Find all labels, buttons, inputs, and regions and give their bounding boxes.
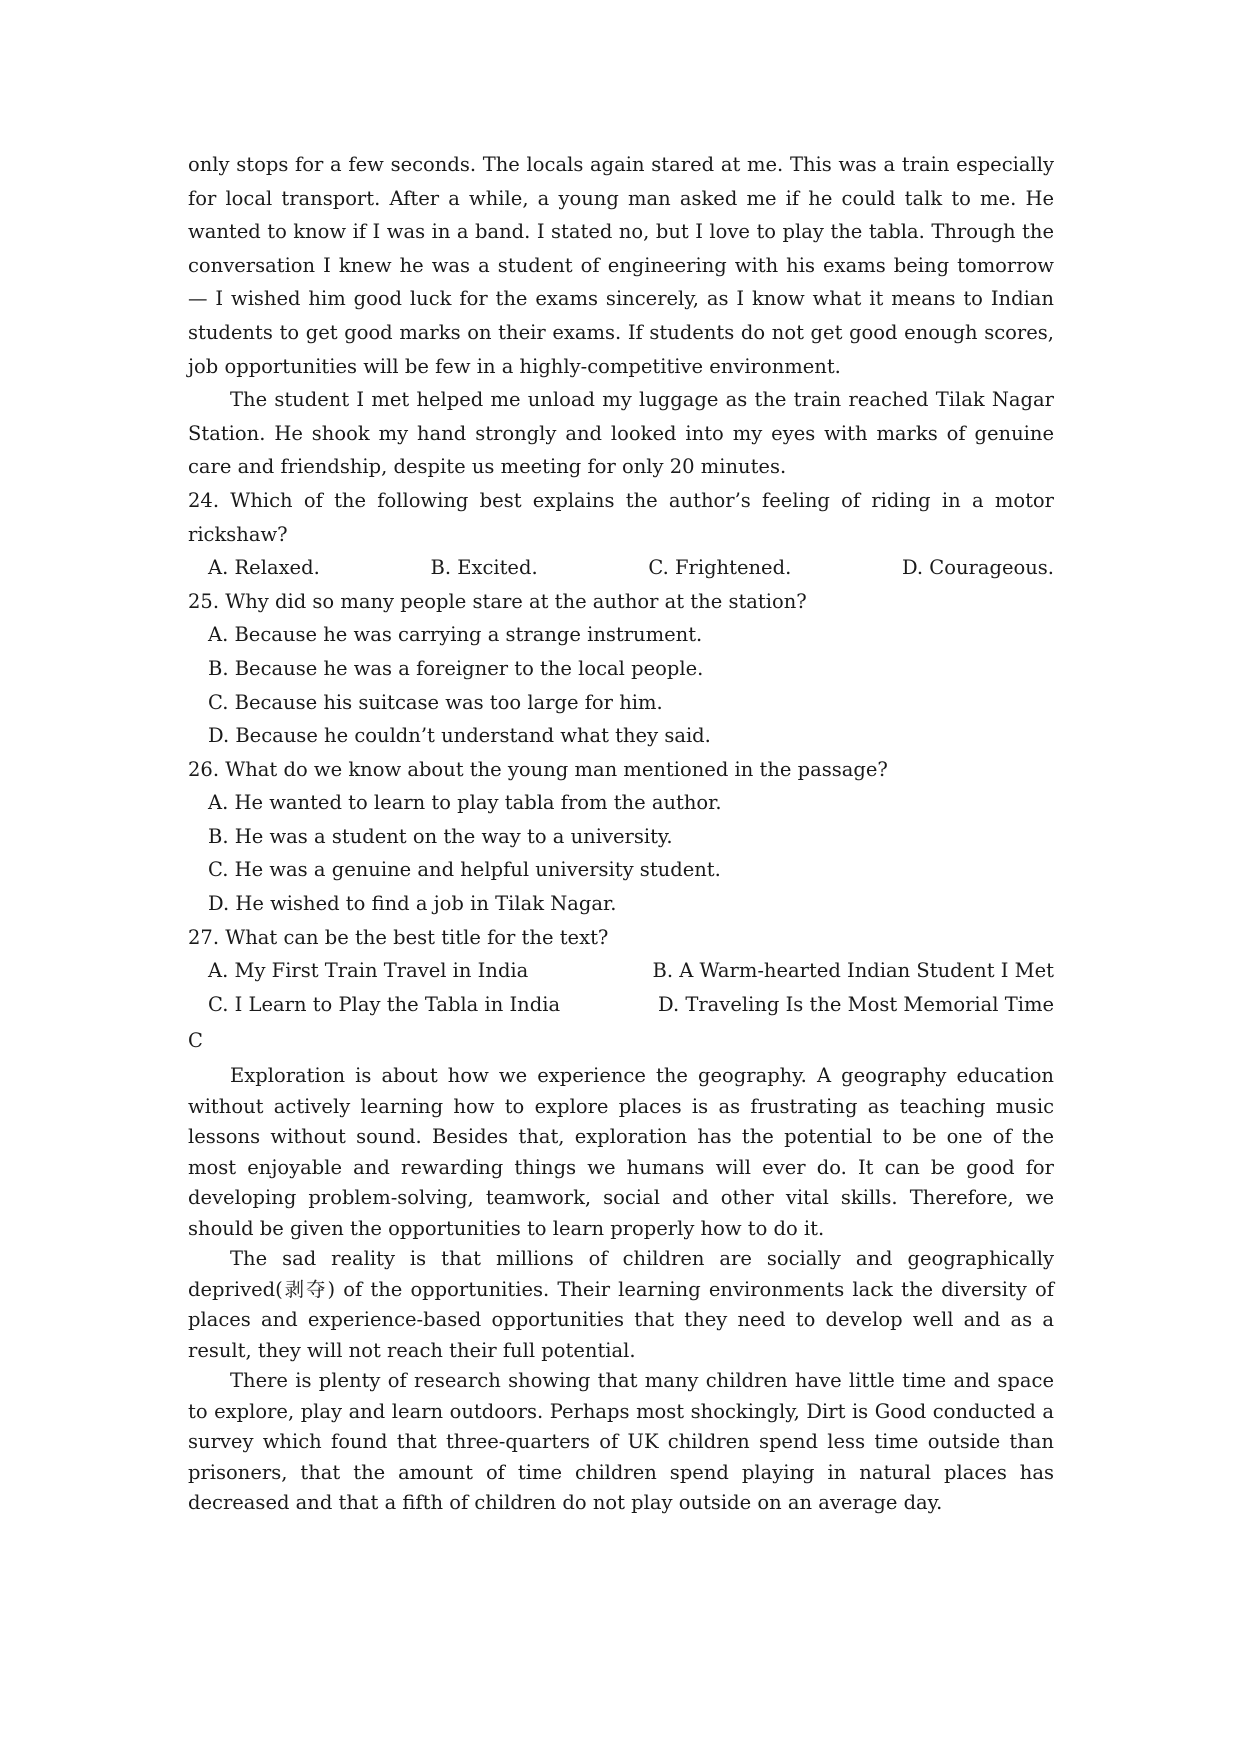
passage-paragraph: There is plenty of research showing that many children have little time and space to explore, play and learn outdoors. Perhaps most shockingly, Dirt is Good conducted a survey which found that three-quarters of UK children spend less time outside than prisoners, that the amount of time children spend playing in natural places has decreased and that a fifth of children do not play outside on an average day. — [188, 1369, 1054, 1515]
question-stem: 27. What can be the best title for the text? — [188, 925, 609, 949]
reading-passage-c — [188, 1021, 1054, 1519]
question-stem: 26. What do we know about the young man mentioned in the passage? — [188, 757, 888, 781]
option-b: B. He was a student on the way to a university. — [208, 824, 673, 848]
option-b: B. A Warm-hearted Indian Student I Met — [652, 959, 1054, 983]
section-heading: C — [188, 1029, 203, 1053]
answer-options — [188, 954, 1054, 988]
option-a: A. Because he was carrying a strange instrument. — [208, 623, 703, 647]
option-a: A. He wanted to learn to play tabla from the author. — [208, 791, 722, 815]
passage-paragraph: The sad reality is that millions of children are socially and geographically deprived(剥夺) of the opportunities. Their learning environments lack the diversity of places and experience-based opportunities that they need to develop well and as a result, they will not reach their full potential. — [188, 1247, 1054, 1362]
question-24 — [188, 484, 1054, 585]
option-d: D. He wished to find a job in Tilak Nagar. — [208, 892, 617, 916]
option-d: D. Courageous. — [901, 556, 1054, 580]
reading-passage-b — [188, 148, 1054, 1519]
passage-paragraph: The student I met helped me unload my luggage as the train reached Tilak Nagar Station. He shook my hand strongly and looked into my eyes with marks of genuine care and friendship, despite us meeting for only 20 minutes. — [188, 388, 1054, 479]
passage-paragraph: only stops for a few seconds. The locals again stared at me. This was a train especially for local transport. After a while, a young man asked me if he could talk to me. He wanted to know if I was in a band. I stated no, but I love to play the tabla. Through the conversation I knew he was a student of engineering with his exams being tomorrow — I wished him good luck for the exams sincerely, as I know what it means to Indian students to get good marks on their exams. If students do not get good enough scores, job opportunities will be few in a highly-competitive environment. — [188, 153, 1054, 378]
option-b: B. Because he was a foreigner to the local people. — [208, 656, 704, 680]
option-b: B. Excited. — [430, 556, 538, 580]
answer-options — [188, 551, 1054, 585]
option-d: D. Traveling Is the Most Memorial Time — [658, 992, 1054, 1016]
option-d: D. Because he couldn’t understand what they said. — [208, 724, 711, 748]
option-c: C. I Learn to Play the Tabla in India — [208, 992, 561, 1016]
question-25 — [188, 585, 1054, 753]
question-stem: 24. Which of the following best explains the author’s feeling of riding in a motor rickshaw? — [188, 488, 1054, 546]
passage-paragraph: Exploration is about how we experience the geography. A geography education without actively learning how to explore places is as frustrating as teaching music lessons without sound. Besides that, exploration has the potential to be one of the most enjoyable and rewarding things we humans will ever do. It can be good for developing problem-solving, teamwork, social and other vital skills. Therefore, we should be given the opportunities to learn properly how to do it. — [188, 1064, 1054, 1240]
question-26 — [188, 753, 1054, 921]
option-a: A. Relaxed. — [208, 556, 320, 580]
option-c: C. Frightened. — [648, 556, 792, 580]
question-27 — [188, 921, 1054, 1022]
answer-options — [188, 988, 1054, 1022]
option-c: C. Because his suitcase was too large for him. — [208, 690, 663, 714]
option-c: C. He was a genuine and helpful university student. — [208, 858, 721, 882]
question-stem: 25. Why did so many people stare at the author at the station? — [188, 589, 807, 613]
option-a: A. My First Train Travel in India — [208, 959, 529, 983]
